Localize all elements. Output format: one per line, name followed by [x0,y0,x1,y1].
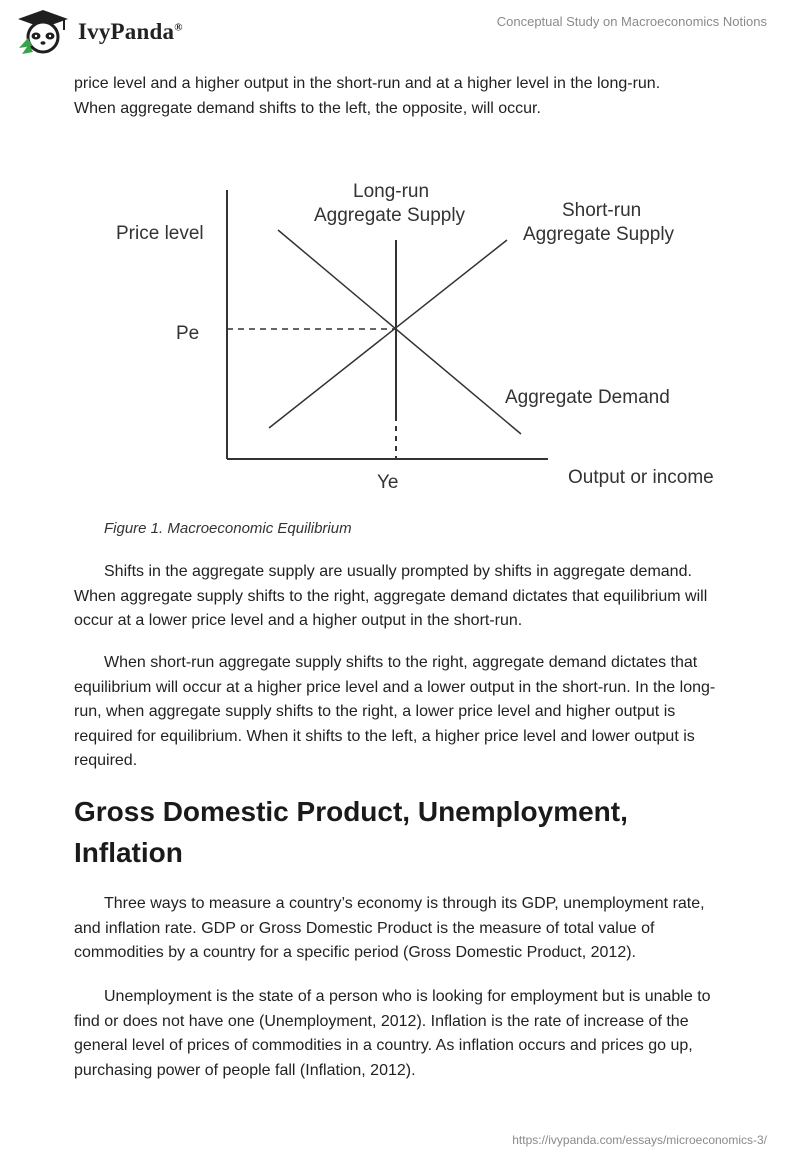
logo[interactable] [14,8,183,56]
x-axis-label: Output or income [568,467,714,488]
paragraph-2 [74,651,724,774]
y-axis-label: Price level [116,223,204,244]
figure-caption: Figure 1. Macroeconomic Equilibrium [104,520,352,537]
equilibrium-diagram [100,176,740,506]
paragraph-text: Unemployment is the state of a person who is looking for employment but is unable to find or does not have one (Unemployment, 2012). Inflation is the rate of increase of the general level of prices of commodities in a country. As inflation occurs and prices go up, purchasing power of people fall (Inflation, 2012). [74,988,711,1079]
intro-line-2: When aggregate demand shifts to the left, the opposite, will occur. [74,99,541,117]
ye-label: Ye [377,472,399,493]
source-url[interactable]: https://ivypanda.com/essays/microeconomics-3/ [512,1133,767,1147]
sras-line [269,240,507,428]
paragraph-text: When short-run aggregate supply shifts to the right, aggregate demand dictates that equilibrium will occur at a higher price level and a lower output in the short-run. In the long-run, when aggregate supply shifts to the right, a lower price level and higher output is required for equilibrium. When it shifts to the left, a higher price level and lower output is required. [74,654,716,769]
lras-label-line-2: Aggregate Supply [314,205,466,226]
paragraph-text: Shifts in the aggregate supply are usually prompted by shifts in aggregate demand. When aggregate supply shifts to the right, aggregate demand dictates that equilibrium will occur at a lower price level and a higher output in the short-run. [74,563,708,629]
brand-name: IvyPanda® [78,19,183,44]
document-title: Conceptual Study on Macroeconomics Notions [496,14,767,29]
pe-label: Pe [176,323,200,344]
ad-line [278,230,521,434]
ad-label: Aggregate Demand [505,387,670,408]
panda-logo-icon [14,8,72,56]
intro-line-1: price level and a higher output in the short-run and at a higher level in the long-run. [74,75,661,92]
paragraph-4 [74,985,724,1083]
intro-paragraph [74,72,724,121]
sras-label-line-1: Short-run [562,200,642,221]
paragraph-1 [74,560,724,634]
lras-label-line-1: Long-run [353,181,430,202]
paragraph-3 [74,892,724,966]
heading-text: Gross Domestic Product, Unemployment, Inflation [74,796,628,868]
section-heading [74,791,724,873]
sras-label-line-2: Aggregate Supply [523,224,675,245]
page-header [0,0,800,68]
paragraph-text: Three ways to measure a country’s economy is through its GDP, unemployment rate, and inflation rate. GDP or Gross Domestic Product is the measure of total value of commodities by a country for a specific period (Gross Domestic Product, 2012). [74,895,705,961]
